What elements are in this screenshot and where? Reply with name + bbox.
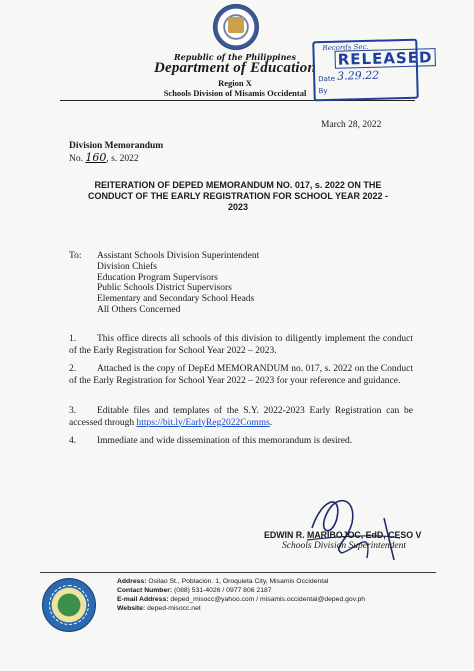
header-region: Region X	[218, 78, 252, 88]
stamp-date-value: 3.29.22	[336, 68, 380, 83]
memo-title	[68, 180, 408, 213]
paragraph-text: Immediate and wide dissemination of this memorandum is desired.	[97, 436, 353, 446]
footer-contact-label: Contact Number:	[117, 587, 173, 594]
memo-paragraph-1	[69, 334, 413, 357]
header-department: Department of Education	[153, 60, 317, 76]
footer-website-label: Website:	[117, 605, 146, 612]
memo-date: March 28, 2022	[321, 120, 382, 130]
footer-address	[117, 578, 328, 587]
signatory-name: EDWIN R. MARIBOJOC, EdD, CESO V	[264, 530, 422, 540]
stamp-date-label: Date	[318, 74, 336, 84]
footer-address-label: Address:	[117, 578, 147, 585]
memo-number-handwritten: 160	[85, 151, 107, 164]
footer-email-value: deped_misocc@yahoo.com / misamis.occidental@deped.gov.ph	[170, 596, 366, 603]
memo-title-line: CONDUCT OF THE EARLY REGISTRATION FOR SCHOOL YEAR 2022 -	[87, 191, 389, 201]
recipient-list	[97, 251, 259, 316]
paragraph-text: Editable files and templates of the S.Y. 2022-2023 Early Registration can be accessed through	[69, 406, 413, 428]
header-divider	[60, 100, 415, 101]
footer-contact	[117, 587, 272, 596]
paragraph-number: 4.	[69, 436, 77, 446]
early-registration-link[interactable]: https://bit.ly/EarlyReg2022Comms	[136, 417, 270, 428]
footer-website	[117, 605, 201, 614]
recipient-item: All Others Concerned	[97, 304, 181, 315]
paragraph-text: This office directs all schools of this division to diligently implement the conduct of the Early Registration for School Year 2022 – 2023.	[69, 334, 413, 356]
recipient-item: Public Schools District Supervisors	[97, 283, 232, 294]
recipient-item: Elementary and Secondary School Heads	[97, 294, 255, 305]
paragraph-text-end: .	[269, 417, 273, 428]
header-republic: Republic of the Philippines	[173, 52, 296, 62]
released-stamp	[312, 39, 433, 102]
footer-divider	[40, 572, 436, 573]
footer-email-label: E-mail Address:	[117, 596, 169, 603]
memo-paragraph-3	[69, 406, 413, 429]
recipient-item: Division Chiefs	[97, 261, 157, 272]
recipient-item: Education Program Supervisors	[97, 272, 218, 283]
handwritten-signature	[282, 478, 402, 568]
stamp-by-label: By	[318, 87, 328, 96]
footer-contact-value: (088) 531-4026 / 0977 806 2187	[174, 587, 272, 594]
to-label: To:	[69, 251, 82, 261]
paragraph-number: 1.	[69, 334, 77, 344]
stamp-office: Records Sec.	[322, 42, 369, 53]
division-logo-icon	[42, 578, 96, 632]
memo-number	[69, 152, 139, 166]
paragraph-number: 2.	[69, 364, 77, 374]
paragraph-text: Attached is the copy of DepEd MEMORANDUM no. 017, s. 2022 on the Conduct of the Early Registration for School Year 2022 – 2023 for your reference and guidance.	[69, 364, 413, 386]
signatory-title: Schools Division Superintendent	[282, 541, 407, 551]
memo-title-line: 2023	[227, 202, 249, 212]
recipient-item: Assistant Schools Division Superintendent	[97, 251, 260, 261]
header-division: Schools Division of Misamis Occidental	[163, 88, 307, 98]
paragraph-number: 3.	[69, 406, 77, 416]
memo-type-label: Division Memorandum	[69, 141, 164, 151]
memo-number-prefix: No.	[69, 154, 83, 164]
stamp-status: RELEASED	[334, 48, 435, 69]
memo-number-suffix: , s. 2022	[106, 154, 139, 164]
footer-website-value: deped-misocc.net	[147, 605, 201, 612]
memo-paragraph-4	[69, 436, 413, 448]
footer-address-value: Osilao St., Poblacion. 1, Oroquieta City, Misamis Occidental	[148, 578, 329, 585]
deped-seal-icon	[213, 4, 259, 50]
memo-title-line: REITERATION OF DEPED MEMORANDUM NO. 017, s. 2022 ON THE	[94, 180, 382, 190]
footer-email	[117, 596, 365, 605]
memo-paragraph-2	[69, 364, 413, 387]
